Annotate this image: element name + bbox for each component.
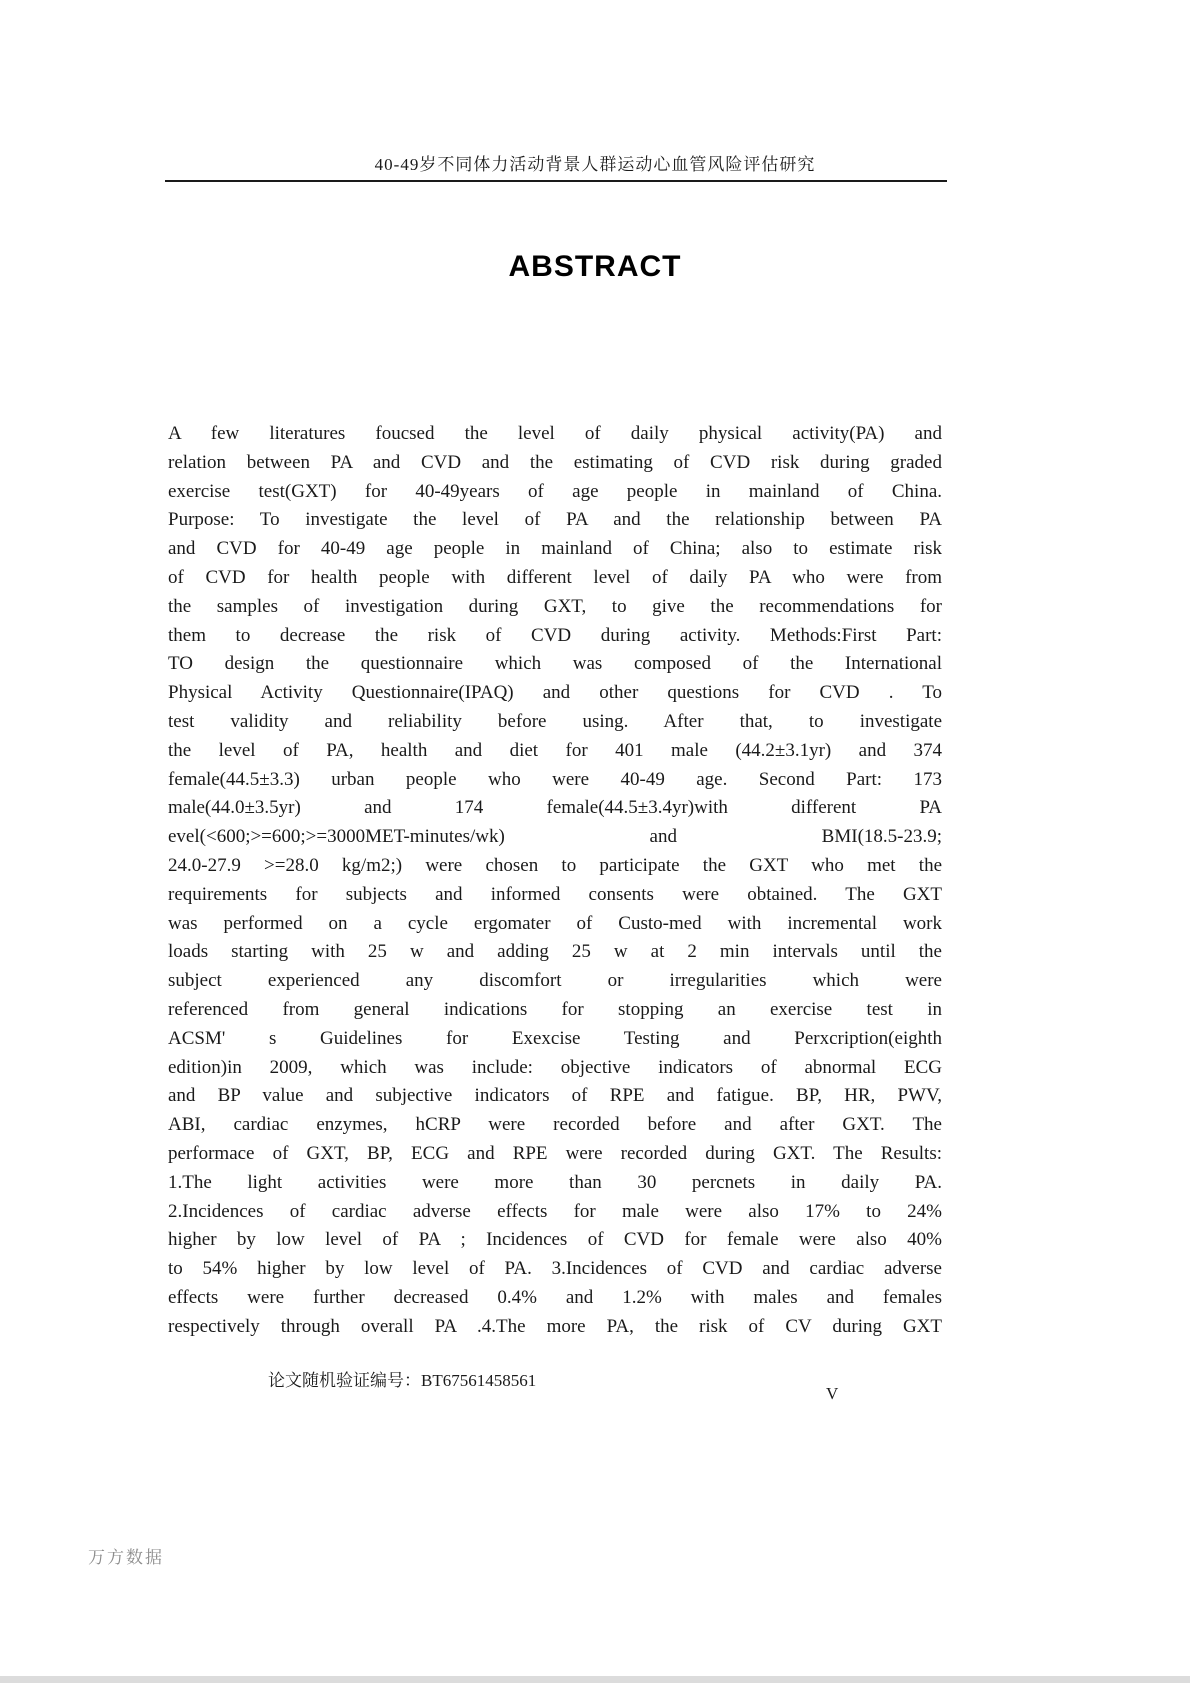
abstract-body [168, 420, 942, 1342]
body-line: higher by low level of PA ; Incidences of CVD for female were also 40% [168, 1229, 942, 1251]
verification-code: 论文随机验证编号：BT67561458561 [268, 1371, 537, 1390]
body-line: exercise test(GXT) for 40-49years of age people in mainland of China. [168, 480, 942, 502]
page-bottom-edge [0, 1676, 1190, 1683]
page-number: V [826, 1384, 839, 1403]
body-line: 24.0-27.9 >=28.0 kg/m2;) were chosen to participate the GXT who met the [168, 854, 942, 876]
body-line: TO design the questionnaire which was composed of the International [168, 653, 942, 675]
body-line: ACSM' s Guidelines for Exexcise Testing and Perxcription(eighth [168, 1027, 942, 1049]
body-line: effects were further decreased 0.4% and 1.2% with males and females [168, 1286, 942, 1308]
body-line: relation between PA and CVD and the estimating of CVD risk during graded [168, 451, 942, 473]
body-line: of CVD for health people with different level of daily PA who were from [168, 566, 942, 588]
body-line: ABI, cardiac enzymes, hCRP were recorded before and after GXT. The [168, 1114, 942, 1136]
body-line: 1.The light activities were more than 30 percnets in daily PA. [168, 1171, 942, 1193]
body-line: evel(<600;>=600;>=3000MET-minutes/wk) and BMI(18.5-23.9; [168, 826, 942, 848]
running-header-title: 40-49岁不同体力活动背景人群运动心血管风险评估研究 [374, 155, 816, 174]
body-line: female(44.5±3.3) urban people who were 40-49 age. Second Part: 173 [168, 768, 942, 790]
body-line: referenced from general indications for stopping an exercise test in [168, 998, 942, 1020]
body-line: performace of GXT, BP, ECG and RPE were recorded during GXT. The Results: [168, 1142, 942, 1164]
body-line: subject experienced any discomfort or irregularities which were [168, 970, 942, 992]
body-line: requirements for subjects and informed consents were obtained. The GXT [168, 883, 942, 905]
body-line: Physical Activity Questionnaire(IPAQ) and other questions for CVD . To [168, 682, 942, 704]
body-line: the samples of investigation during GXT, to give the recommendations for [168, 595, 942, 617]
body-line: and BP value and subjective indicators of RPE and fatigue. BP, HR, PWV, [168, 1085, 942, 1107]
body-line: edition)in 2009, which was include: objective indicators of abnormal ECG [168, 1056, 942, 1078]
body-line: A few literatures foucsed the level of daily physical activity(PA) and [168, 423, 942, 444]
body-line: 2.Incidences of cardiac adverse effects for male were also 17% to 24% [168, 1200, 942, 1222]
body-line: loads starting with 25 w and adding 25 w at 2 min intervals until the [168, 941, 942, 963]
wanfang-watermark: 万方数据 [88, 1548, 164, 1567]
body-line: Purpose: To investigate the level of PA and the relationship between PA [168, 509, 942, 531]
body-line: male(44.0±3.5yr) and 174 female(44.5±3.4yr)with different PA [168, 797, 942, 819]
body-line: was performed on a cycle ergomater of Custo-med with incremental work [168, 912, 942, 934]
body-line: test validity and reliability before using. After that, to investigate [168, 710, 942, 732]
header-rule [165, 180, 947, 182]
body-line: and CVD for 40-49 age people in mainland of China; also to estimate risk [168, 538, 942, 560]
abstract-title: ABSTRACT [508, 250, 682, 283]
body-line: respectively through overall PA .4.The more PA, the risk of CV during GXT [168, 1315, 942, 1337]
body-line: to 54% higher by low level of PA. 3.Incidences of CVD and cardiac adverse [168, 1258, 942, 1280]
body-line: them to decrease the risk of CVD during activity. Methods:First Part: [168, 624, 942, 646]
body-line: the level of PA, health and diet for 401 male (44.2±3.1yr) and 374 [168, 739, 942, 761]
